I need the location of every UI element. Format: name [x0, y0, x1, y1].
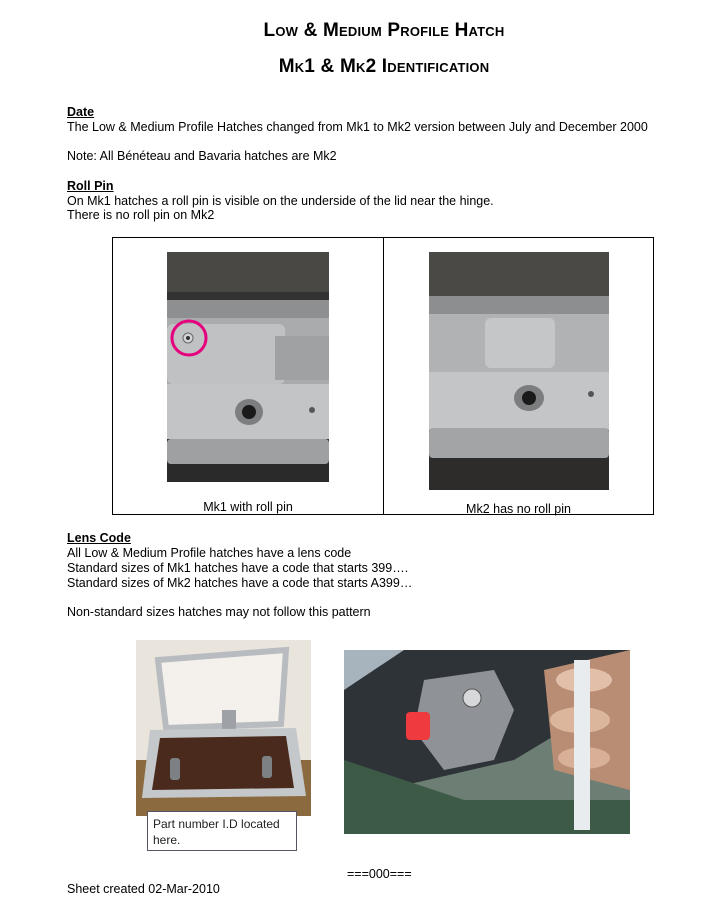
open-hatch-photo	[136, 640, 311, 816]
part-number-callout	[147, 811, 297, 851]
rollpin-line-2: There is no roll pin on Mk2	[67, 208, 215, 222]
lens-line-3: Standard sizes of Mk2 hatches have a code that starts A399…	[67, 576, 413, 590]
lens-code-drawing	[344, 650, 630, 834]
separator: ===000===	[347, 867, 412, 881]
page-title-line-1: Low & Medium Profile Hatch	[263, 20, 505, 41]
lens-code-photo	[344, 650, 630, 834]
comparison-table	[112, 237, 654, 515]
open-hatch-drawing	[136, 640, 311, 816]
mk1-caption: Mk1 with roll pin	[203, 500, 293, 514]
date-heading: Date	[67, 105, 95, 119]
lens-heading: Lens Code	[67, 531, 131, 545]
mk2-caption: Mk2 has no roll pin	[466, 502, 571, 516]
mk2-hinge-drawing	[429, 252, 609, 490]
lens-line-1: All Low & Medium Profile hatches have a lens code	[67, 546, 352, 560]
callout-text: Part number I.D located here.	[153, 817, 280, 847]
footer-sheet-created: Sheet created 02-Mar-2010	[67, 882, 220, 896]
date-note: Note: All Bénéteau and Bavaria hatches are Mk2	[67, 149, 337, 163]
lens-line-2: Standard sizes of Mk1 hatches have a code that starts 399….	[67, 561, 409, 575]
rollpin-heading: Roll Pin	[67, 179, 114, 193]
lens-line-4: Non-standard sizes hatches may not follow this pattern	[67, 605, 371, 619]
page-title-line-2: Mk1 & Mk2 Identification	[278, 56, 490, 77]
mk1-hinge-photo	[167, 252, 329, 482]
date-text: The Low & Medium Profile Hatches changed from Mk1 to Mk2 version between July and December 2000	[67, 120, 648, 134]
table-divider	[383, 238, 384, 514]
mk2-hinge-photo	[429, 252, 609, 490]
rollpin-line-1: On Mk1 hatches a roll pin is visible on the underside of the lid near the hinge.	[67, 194, 494, 208]
mk1-hinge-drawing	[167, 252, 329, 482]
